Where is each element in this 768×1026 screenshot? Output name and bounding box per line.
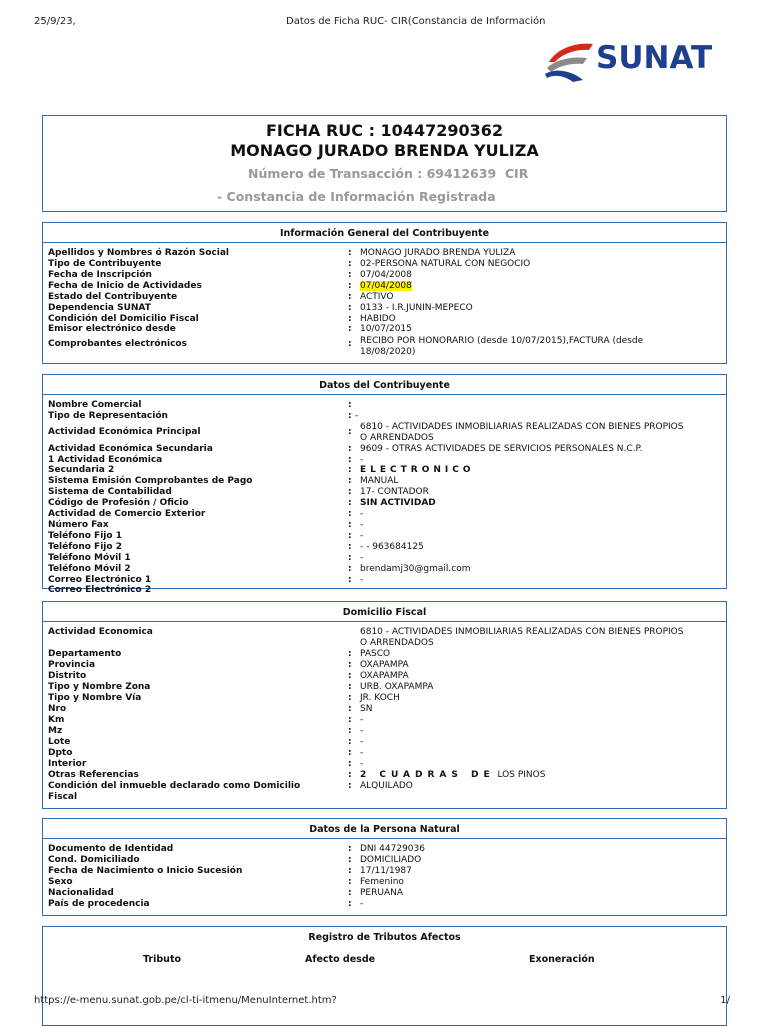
row-label: Tipo de Contribuyente — [48, 259, 162, 269]
row-label: Número Fax — [48, 520, 109, 530]
row-label: Tipo y Nombre Vía — [48, 693, 142, 703]
row-label: Teléfono Móvil 1 — [48, 553, 131, 563]
reference-spaced: 2 CUADRAS DE — [360, 770, 495, 780]
row-value: DNI 44729036 — [360, 844, 425, 854]
row-value: SN — [360, 704, 373, 714]
section-title: Datos de la Persona Natural — [309, 824, 460, 835]
row-value: MONAGO JURADO BRENDA YULIZA — [360, 248, 516, 258]
row-label: Sistema Emisión Comprobantes de Pago — [48, 476, 253, 486]
row-label: Nro — [48, 704, 67, 714]
row-label: Dependencia SUNAT — [48, 303, 151, 313]
row-value: JR. KOCH — [360, 693, 400, 703]
row-label: Código de Profesión / Oficio — [48, 498, 189, 508]
row-label: Correo Electrónico 1 — [48, 575, 152, 585]
row-label: Km — [48, 715, 65, 725]
row-value: ALQUILADO — [360, 781, 413, 791]
section-title: Información General del Contribuyente — [279, 228, 490, 239]
row-value: Femenino — [360, 877, 404, 887]
taxpayer-name-title: MONAGO JURADO BRENDA YULIZA — [230, 141, 539, 160]
column-header-exoneracion: Exoneración — [529, 954, 595, 965]
row-value: 9609 - OTRAS ACTIVIDADES DE SERVICIOS PERSONALES N.C.P. — [360, 444, 643, 454]
row-label: Actividad Económica Secundaria — [48, 444, 213, 454]
tributos-section — [42, 926, 727, 1026]
print-title: Datos de Ficha RUC- CIR(Constancia de Información — [286, 16, 546, 27]
row-label: Departamento — [48, 649, 122, 659]
row-value: - — [360, 531, 364, 541]
row-value: URB. OXAPAMPA — [360, 682, 434, 692]
column-header-tributo: Tributo — [143, 954, 182, 965]
row-value: RECIBO POR HONORARIO (desde 10/07/2015),FACTURA (desde 18/08/2020) — [360, 336, 644, 357]
persona-natural-section: Datos de la Persona Natural Documento de Identidad : DNI 44729036 Cond. Domiciliado : DOMICILIADO Fecha de Nacimiento o Inicio Sucesión : 17/11/1987 Sexo : Femenino Nacionalidad : PERUANA País de procedencia : - — [42, 818, 727, 916]
row-label: Mz — [48, 726, 63, 736]
row-value: HABIDO — [360, 314, 396, 324]
transaction-label: Número de Transacción : 69412639 — [248, 166, 497, 181]
column-header-afecto-desde: Afecto desde — [305, 954, 376, 965]
row-value: PERUANA — [360, 888, 404, 898]
print-date: 25/9/23, — [34, 16, 76, 27]
row-value: ACTIVO — [360, 292, 394, 302]
row-label: Secundaria 2 — [48, 465, 115, 475]
row-value: - — [360, 899, 364, 909]
ficha-header — [42, 115, 727, 212]
row-label: Teléfono Fijo 1 — [48, 531, 122, 541]
row-label: Nacionalidad — [48, 888, 114, 898]
row-label: Distrito — [48, 671, 87, 681]
row-label: Condición del Domicilio Fiscal — [48, 314, 199, 324]
highlighted-date: 07/04/2008 — [360, 281, 412, 291]
row-value: SIN ACTIVIDAD — [360, 498, 436, 508]
row-label: Teléfono Fijo 2 — [48, 542, 122, 552]
section-title: Datos del Contribuyente — [319, 380, 450, 391]
row-value: - — [355, 411, 359, 421]
transaction-suffix: CIR — [504, 166, 529, 181]
row-label: Provincia — [48, 660, 96, 670]
row-label: Apellidos y Nombres ó Razón Social — [48, 248, 229, 258]
row-value: 02-PERSONA NATURAL CON NEGOCIO — [360, 259, 531, 269]
row-label: Actividad Economica — [48, 627, 153, 637]
sunat-logo-mark-icon — [543, 38, 603, 86]
row-value: - — [360, 726, 364, 736]
row-value: MANUAL — [360, 476, 399, 486]
row-value — [360, 770, 690, 781]
row-label: Nombre Comercial — [48, 400, 142, 410]
row-label: Dpto — [48, 748, 73, 758]
row-value: - - 963684125 — [360, 542, 424, 552]
row-value: 17- CONTADOR — [360, 487, 429, 497]
row-label: Otras Referencias — [48, 770, 139, 780]
row-value: PASCO — [360, 649, 391, 659]
row-label: Fecha de Inicio de Actividades — [48, 281, 202, 291]
row-label: Correo Electrónico 2 — [48, 585, 152, 595]
row-value: 10/07/2015 — [360, 324, 412, 334]
row-value — [360, 281, 690, 292]
row-label: Condición del inmueble declarado como Domicilio Fiscal — [48, 781, 301, 802]
row-value: - — [360, 520, 364, 530]
row-label: País de procedencia — [48, 899, 150, 909]
row-label: Teléfono Móvil 2 — [48, 564, 131, 574]
sunat-logo-text: SUNAT — [596, 40, 713, 76]
print-url: https://e-menu.sunat.gob.pe/cl-ti-itmenu/MenuInternet.htm? — [34, 995, 337, 1006]
row-value: - — [360, 575, 364, 585]
row-label: Tipo y Nombre Zona — [48, 682, 151, 692]
row-value: - — [360, 455, 364, 465]
section-title: Domicilio Fiscal — [342, 607, 427, 618]
row-label: 1 Actividad Económica — [48, 455, 163, 465]
section-title: Registro de Tributos Afectos — [308, 932, 461, 943]
row-value: - — [360, 737, 364, 747]
row-label: Comprobantes electrónicos — [48, 339, 187, 349]
row-value: ELECTRONICO — [360, 465, 475, 475]
row-label: Emisor electrónico desde — [48, 324, 176, 334]
page-number: 1/ — [720, 995, 730, 1006]
row-value: OXAPAMPA — [360, 660, 409, 670]
row-label: Lote — [48, 737, 71, 747]
row-label: Interior — [48, 759, 87, 769]
row-label: Fecha de Nacimiento o Inicio Sucesión — [48, 866, 243, 876]
row-label: Actividad Económica Principal — [48, 427, 201, 437]
row-value: - — [360, 715, 364, 725]
general-info-section: Información General del Contribuyente Apellidos y Nombres ó Razón Social : MONAGO JURADO BRENDA YULIZA Tipo de Contribuyente : 02-PERSONA NATURAL CON NEGOCIO Fecha de Inscripción : 07/04/2008 Fecha de Inicio de Actividades : 07/04/2008 Estado del Contribuyente : ACTIVO Dependencia SUNAT : 0133 - I.R.JUNIN-MEPECO Condición del Domicilio Fiscal : HABIDO Emisor electrónico desde : 10/07/2015 Comprobantes electrónicos : RECIBO POR HONORARIO (desde 10/07/2015),FACTURA (desde 18/08/2020) — [42, 222, 727, 364]
row-label: Fecha de Inscripción — [48, 270, 152, 280]
ficha-ruc-title: FICHA RUC : 10447290362 — [265, 121, 504, 140]
row-value: 17/11/1987 — [360, 866, 412, 876]
row-value: 0133 - I.R.JUNIN-MEPECO — [360, 303, 473, 313]
row-value: - — [360, 509, 364, 519]
constancia-label: - Constancia de Información Registrada — [217, 189, 496, 204]
row-label: Documento de Identidad — [48, 844, 174, 854]
row-label: Actividad de Comercio Exterior — [48, 509, 206, 519]
sunat-logo — [543, 38, 727, 86]
row-label: Sexo — [48, 877, 73, 887]
row-label: Estado del Contribuyente — [48, 292, 178, 302]
row-value: 6810 - ACTIVIDADES INMOBILIARIAS REALIZADAS CON BIENES PROPIOS O ARRENDADOS — [360, 627, 684, 648]
row-value: - — [360, 748, 364, 758]
row-value: 07/04/2008 — [360, 270, 412, 280]
transaction-number — [248, 166, 528, 181]
row-value: - — [360, 759, 364, 769]
reference-tail: LOS PINOS — [497, 770, 546, 780]
row-label: Cond. Domiciliado — [48, 855, 140, 865]
contribuyente-section: Datos del Contribuyente Nombre Comercial : Tipo de Representación : - Actividad Económica Principal : 6810 - ACTIVIDADES INMOBILIARIAS REALIZADAS CON BIENES PROPIOS O ARRENDADOS Actividad Económica Secundaria : 9609 - OTRAS ACTIVIDADES DE SERVICIOS PERSONALES N.C.P. 1 Actividad Económica : - Secundaria 2 : ELECTRONICO Sistema Emisión Comprobantes de Pago : MANUAL Sistema de Contabilidad : 17- CONTADOR Código de Profesión / Oficio : SIN ACTIVIDAD Actividad de Comercio Exterior : - Número Fax : - Teléfono Fijo 1 : - Teléfono Fijo 2 : - - 963684125 Teléfono Móvil 1 : - Teléfono Móvil 2 : brendamj30@gmail.com Correo Electrónico 1 : - Correo Electrónico 2 — [42, 374, 727, 589]
row-value: DOMICILIADO — [360, 855, 422, 865]
row-value: brendamj30@gmail.com — [360, 564, 471, 574]
row-label: Tipo de Representación — [48, 411, 168, 421]
row-label: Sistema de Contabilidad — [48, 487, 172, 497]
row-value: - — [360, 553, 364, 563]
row-value: 6810 - ACTIVIDADES INMOBILIARIAS REALIZADAS CON BIENES PROPIOS O ARRENDADOS — [360, 422, 684, 443]
domicilio-section: Domicilio Fiscal Actividad Economica 6810 - ACTIVIDADES INMOBILIARIAS REALIZADAS CON BIENES PROPIOS O ARRENDADOS Departamento : PASCO Provincia : OXAPAMPA Distrito : OXAPAMPA Tipo y Nombre Zona : URB. OXAPAMPA Tipo y Nombre Vía : JR. KOCH Nro : SN Km : - Mz : - Lote : - Dpto : - Interior : - Otras Referencias : 2 CUADRAS DE LOS PINOS Condición del inmueble declarado como Domicilio Fiscal : ALQUILADO — [42, 601, 727, 809]
row-value: OXAPAMPA — [360, 671, 409, 681]
